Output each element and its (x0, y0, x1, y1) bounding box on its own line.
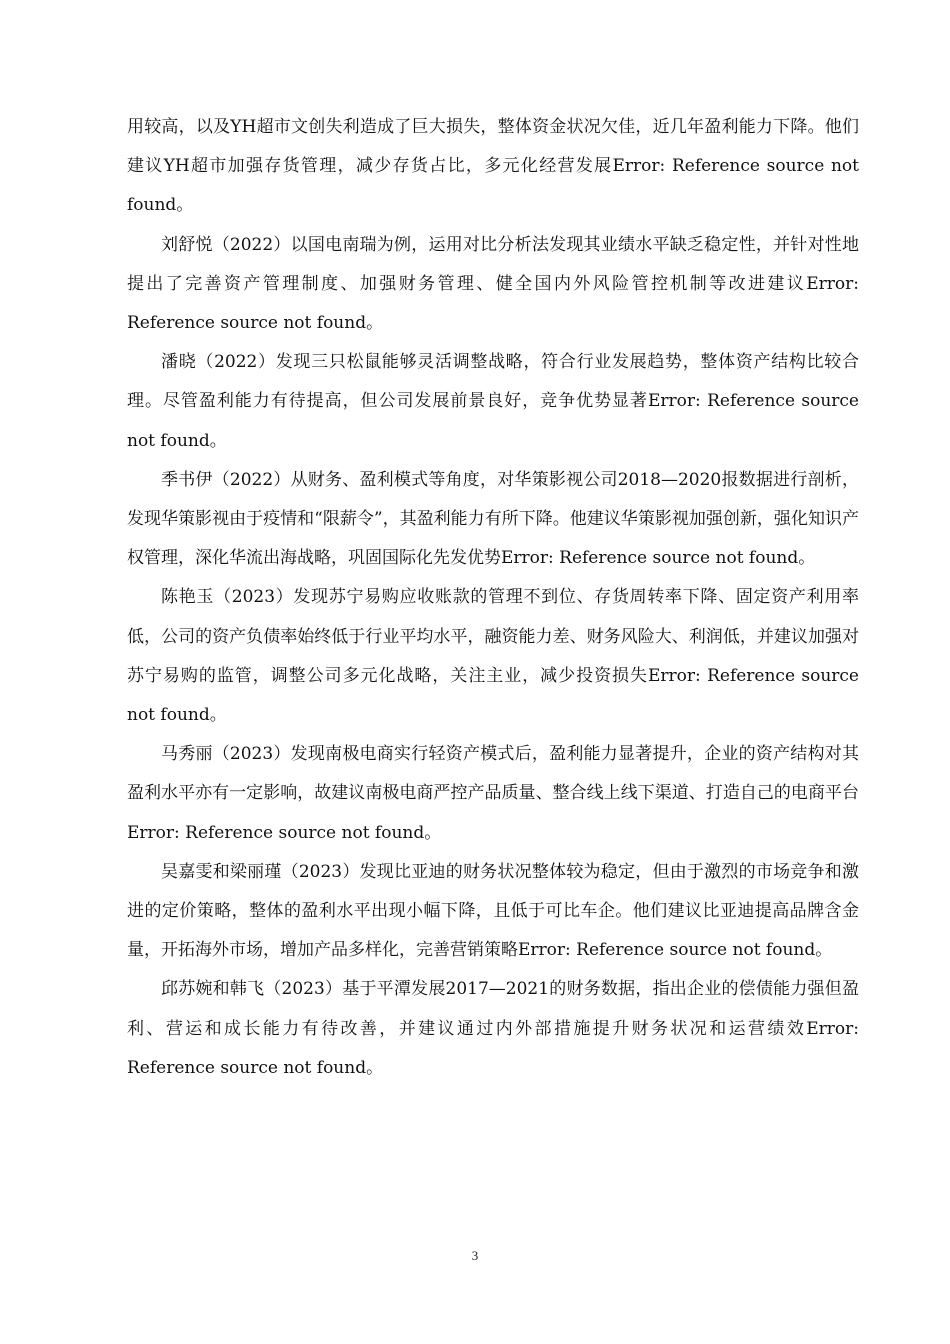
paragraph-wu-liang: 吴嘉雯和梁丽瑾（2023）发现比亚迪的财务状况整体较为稳定，但由于激烈的市场竞争和激进的定价策略，整体的盈利水平出现小幅下降，且低于可比车企。他们建议比亚迪提高品牌含金量，开拓海外市场，增加产品多样化，完善营销策略Error: Reference source not found。 (127, 861, 859, 961)
paragraph-pan-xiao: 潘晓（2022）发现三只松鼠能够灵活调整战略，符合行业发展趋势，整体资产结构比较合理。尽管盈利能力有待提高，但公司发展前景良好，竞争优势显著Error: Reference source not found。 (127, 352, 859, 451)
page-number: 3 (471, 1248, 479, 1263)
paragraph-liu-shuyue: 刘舒悦（2022）以国电南瑞为例，运用对比分析法发现其业绩水平缺乏稳定性，并针对性地提出了完善资产管理制度、加强财务管理、健全国内外风险管控机制等改进建议Error: Reference source not found。 (127, 234, 859, 334)
paragraph-continuation: 用较高，以及YH超市文创失利造成了巨大损失，整体资金状况欠佳，近几年盈利能力下降。他们建议YH超市加强存货管理，减少存货占比，多元化经营发展Error: Reference source not found。 (127, 117, 859, 216)
body-text (127, 108, 859, 1088)
paragraph-ma-xiuli: 马秀丽（2023）发现南极电商实行轻资产模式后，盈利能力显著提升，企业的资产结构对其盈利水平亦有一定影响，故建议南极电商严控产品质量、整合线上线下渠道、打造自己的电商平台Error: Reference source not found。 (127, 744, 859, 843)
paragraph-ji-shuyi: 季书伊（2022）从财务、盈利模式等角度，对华策影视公司2018—2020报数据进行剖析，发现华策影视由于疫情和“限薪令”，其盈利能力有所下降。他建议华策影视加强创新，强化知识产权管理，深化华流出海战略，巩固国际化先发优势Error: Reference source not found。 (127, 469, 859, 569)
paragraph-chen-yanyu: 陈艳玉（2023）发现苏宁易购应收账款的管理不到位、存货周转率下降、固定资产利用率低，公司的资产负债率始终低于行业平均水平，融资能力差、财务风险大、利润低，并建议加强对苏宁易购的监管，调整公司多元化战略，关注主业，减少投资损失Error: Reference source not found。 (127, 587, 859, 726)
paragraph-qiu-han: 邱苏婉和韩飞（2023）基于平潭发展2017—2021的财务数据，指出企业的偿债能力强但盈利、营运和成长能力有待改善，并建议通过内外部措施提升财务状况和运营绩效Error: Reference source not found。 (127, 979, 859, 1078)
